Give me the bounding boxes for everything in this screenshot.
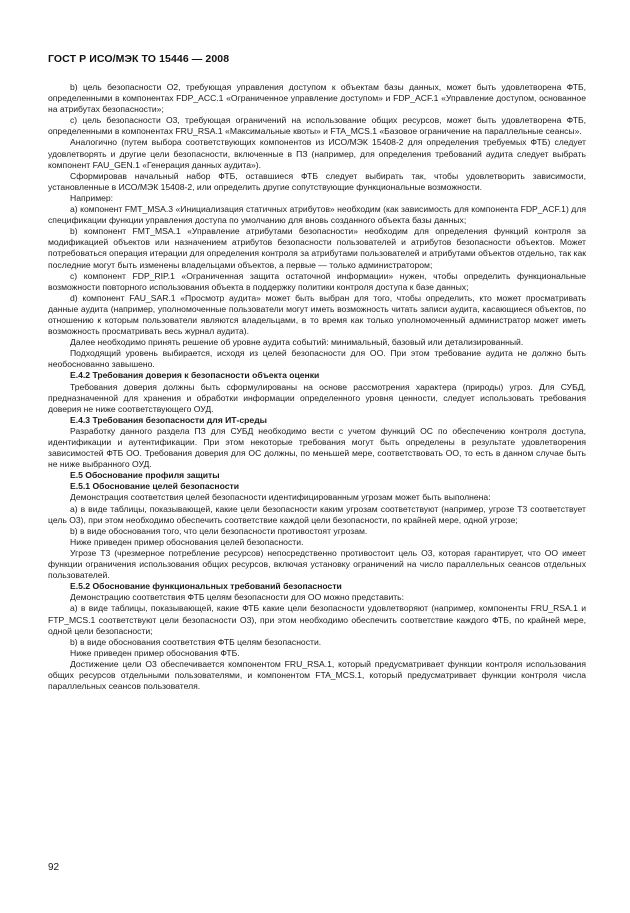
paragraph: b) в виде обоснования соответствия ФТБ целям безопасности. — [70, 636, 322, 647]
paragraph: Демонстрация соответствия целей безопасности идентифицированным угрозам может быть выполнена: — [70, 492, 491, 503]
section-heading: Е.5.2 Обоснование функциональных требований безопасности — [70, 581, 342, 592]
section-heading: Е.5 Обоснование профиля защиты — [70, 470, 220, 481]
page-number: 92 — [48, 862, 60, 873]
paragraph: b) в виде обоснования того, что цели безопасности противостоят угрозам. — [70, 525, 368, 536]
section-heading: Е.4.3 Требования безопасности для ИТ-среды — [70, 414, 268, 425]
paragraph: b) цель безопасности О2, требующая управления доступом к объектам базы данных, может быть удовлетворена ФТБ, определенными в компонентах FDP_ACC.1 «Ограниченное управление доступом» и FDP_ACF.1 «Управление доступом, основанное на атрибутах безопасности»; — [48, 82, 586, 115]
paragraph: Демонстрацию соответствия ФТБ целям безопасности для ОО можно представить: — [70, 592, 405, 603]
paragraph: a) компонент FMT_MSA.3 «Инициализация статичных атрибутов» необходим (как зависимость для компонента FDP_ACF.1) для спецификации функции управления доступа по умолчанию для вновь созданного объекта базы данных; — [48, 204, 586, 226]
paragraph: Подходящий уровень выбирается, исходя из целей безопасности для ОО. При этом требование аудита не должно быть необоснованно завышено. — [48, 348, 586, 370]
paragraph: Далее необходимо принять решение об уровне аудита событий: минимальный, базовый или детализированный. — [70, 337, 524, 348]
paragraph: Достижение цели О3 обеспечивается компонентом FRU_RSA.1, который предусматривает функции контроля использования общих ресурсов отдельными пользователями, и компонентом FTA_MCS.1, который предусматривает функции контроля числа параллельных сеансов пользователя. — [48, 658, 586, 692]
paragraph: Ниже приведен пример обоснования ФТБ. — [70, 647, 240, 658]
paragraph: c) цель безопасности О3, требующая ограничений на использование общих ресурсов, может быть удовлетворена ФТБ, определенными в компонентах FRU_RSA.1 «Максимальные квоты» и FTA_MCS.1 «Базовое ограничение на параллельные сеансы». — [48, 115, 586, 137]
paragraph: Сформировав начальный набор ФТБ, оставшиеся ФТБ следует выбирать так, чтобы удовлетворить зависимости, установленные в ИСО/МЭК 15408-2, или определить другие сопутствующие функциональные возможности. — [48, 170, 586, 192]
paragraph: Разработку данного раздела ПЗ для СУБД необходимо вести с учетом функций ОС по обеспечению контроля доступа, идентификации и аутентификации. При этом некоторые требования могут быть определены в результате удовлетворения зависимостей ФТБ ОО. Требования доверия для ОС должны, по меньшей мере, соответствовать ОО, то есть в данном случае быть не ниже выбранного ОУД. — [48, 425, 586, 470]
page-header: ГОСТ Р ИСО/МЭК ТО 15446 — 2008 — [48, 53, 230, 65]
document-body — [48, 82, 586, 692]
paragraph: Ниже приведен пример обоснования целей безопасности. — [70, 536, 304, 547]
paragraph: b) компонент FMT_MSA.1 «Управление атрибутами безопасности» необходим для определения функций контроля за модификацией объектов или назначением атрибутов безопасности пользователей и атрибутов безопасности объектов. Может потребоваться операция итерации для определения контроля за атрибутами пользователей и атрибутами объектов отдельно, так как последние могут быть изменены владельцами объектов, а первые — только администратором; — [48, 226, 586, 270]
section-heading: Е.5.1 Обоснование целей безопасности — [70, 481, 239, 492]
paragraph: Например: — [70, 192, 114, 203]
paragraph: d) компонент FAU_SAR.1 «Просмотр аудита» может быть выбран для того, чтобы определить, кто может просматривать данные аудита (например, уполномоченные пользователи могут иметь возможность читать записи аудита, касающиеся объектов, по отношению к которым пользователи являются владельцами, в то время как только уполномоченный администратор может иметь возможность просматривать весь журнал аудита). — [48, 292, 586, 337]
paragraph: Требования доверия должны быть сформулированы на основе рассмотрения характера (природы) угроз. Для СУБД, предназначенной для хранения и обработки информации определенного уровня ценности, следует использовать требования доверия не ниже соответствующего ОУД. — [48, 381, 586, 414]
section-heading: Е.4.2 Требования доверия к безопасности объекта оценки — [70, 370, 320, 381]
paragraph: Угрозе Т3 (чрезмерное потребление ресурсов) непосредственно противостоит цель О3, которая гарантирует, что ОО имеет функции ограничения использования общих ресурсов, включая установку ограничений на число параллельных сеансов отдельных пользователей. — [48, 547, 586, 581]
paragraph: Аналогично (путем выбора соответствующих компонентов из ИСО/МЭК 15408-2 для определения требуемых ФТБ) следует удовлетворять и другие цели безопасности, включенные в ПЗ (например, для определения требований аудита следует выбрать компонент FAU_GEN.1 «Генерация данных аудита»). — [48, 137, 586, 170]
paragraph: c) компонент FDP_RIP.1 «Ограниченная защита остаточной информации» нужен, чтобы определить функциональные возможности повторного использования объекта в поддержку политики контроля доступа к базе данных; — [48, 270, 586, 292]
paragraph: a) в виде таблицы, показывающей, какие цели безопасности каким угрозам соответствуют (например, угрозе Т3 соответствует цель О3), при этом необходимо обеспечить соответствие каждой цели безопасности, по крайней мере, одной угрозе; — [48, 503, 586, 525]
paragraph: a) в виде таблицы, показывающей, какие ФТБ какие цели безопасности удовлетворяют (например, компоненты FRU_RSA.1 и FTP_MCS.1 соответствуют цели безопасности О3), при этом необходимо обеспечить соответствие каждого ФТБ, по крайней мере, одной цели безопасности; — [48, 603, 586, 636]
